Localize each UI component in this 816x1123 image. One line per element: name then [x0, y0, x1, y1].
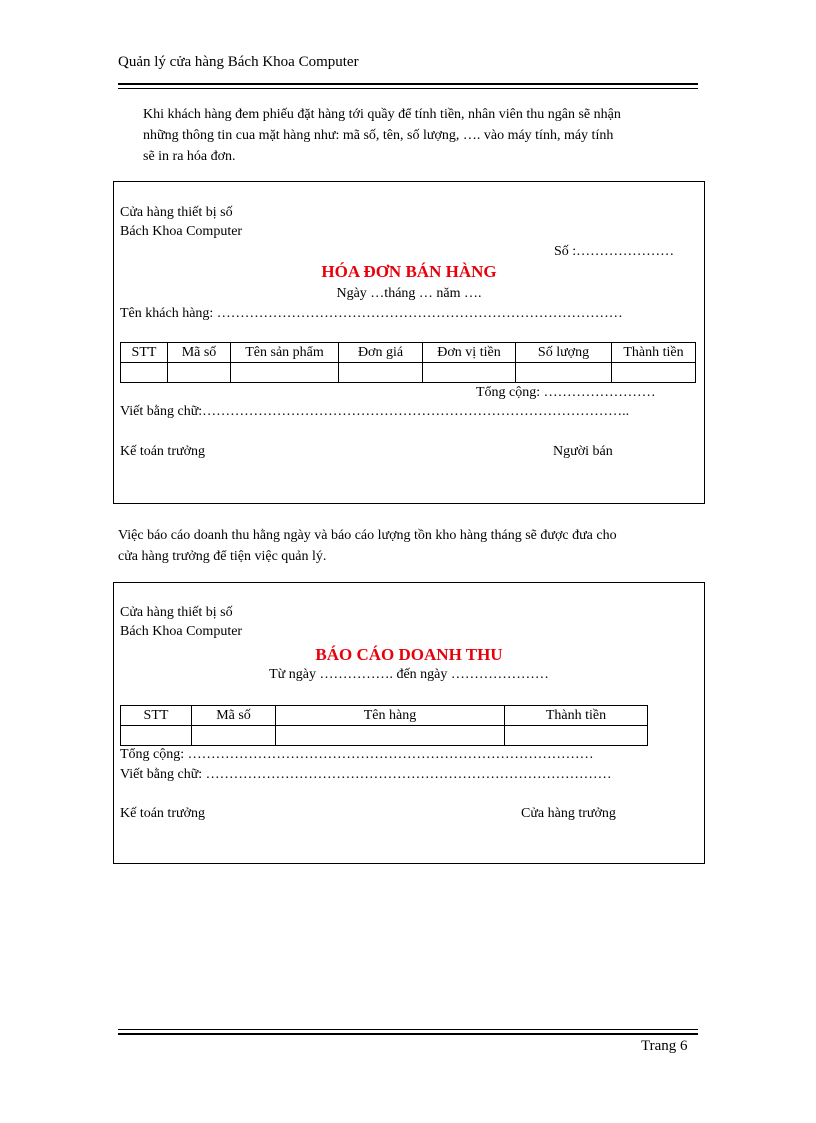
invoice-title: HÓA ĐƠN BÁN HÀNG: [321, 262, 497, 281]
invoice-store-brand: Bách Khoa Computer: [120, 224, 243, 239]
invoice-total: Tổng cộng: ……………………: [476, 385, 656, 400]
cell-empty: [516, 363, 612, 383]
col-stt: STT: [121, 343, 168, 363]
report-date-range: Từ ngày ……………. đến ngày …………………: [269, 667, 549, 682]
report-store-name: Cửa hàng thiết bị số: [120, 605, 233, 620]
invoice-date: Ngày …tháng … năm ….: [336, 286, 482, 301]
report-table-header: [121, 706, 648, 726]
report-table-row: [121, 726, 648, 746]
report-title: BÁO CÁO DOANH THU: [315, 645, 503, 664]
footer-rule: [118, 1033, 698, 1035]
invoice-table: [120, 342, 696, 383]
report-amount-in-words: Viết bằng chữ: ……………………………………………………………………………: [120, 767, 612, 782]
report-manager-signature: Cửa hàng trưởng: [521, 806, 616, 821]
cell-empty: [276, 726, 505, 746]
middle-line-2: cửa hàng trưởng để tiện việc quản lý.: [118, 549, 327, 564]
col-ten-hang: Tên hàng: [276, 706, 505, 726]
col-don-gia: Đơn giá: [339, 343, 423, 363]
intro-paragraph: [143, 104, 688, 167]
col-don-vi-tien: Đơn vị tiền: [423, 343, 516, 363]
cell-empty: [121, 363, 168, 383]
invoice-store-name: Cửa hàng thiết bị số: [120, 205, 233, 220]
invoice-customer-name: Tên khách hàng: ……………………………………………………………………………: [120, 306, 623, 321]
cell-empty: [505, 726, 648, 746]
intro-line-3: sẽ in ra hóa đơn.: [143, 149, 236, 164]
invoice-table-row: [121, 363, 696, 383]
invoice-amount-in-words: Viết bằng chữ:………………………………………………………………………………..: [120, 404, 630, 419]
report-store-brand: Bách Khoa Computer: [120, 624, 243, 639]
header-rule: [118, 83, 698, 85]
cell-empty: [339, 363, 423, 383]
page-number: Trang 6: [641, 1038, 688, 1054]
report-total: Tổng cộng: ……………………………………………………………………………: [120, 747, 594, 762]
invoice-table-header: [121, 343, 696, 363]
col-ma-so: Mã số: [192, 706, 276, 726]
cell-empty: [423, 363, 516, 383]
revenue-report-form: [113, 582, 705, 864]
invoice-number: Số :…………………: [554, 244, 675, 259]
page-header-title: Quản lý cửa hàng Bách Khoa Computer: [118, 54, 359, 70]
col-thanh-tien: Thành tiền: [612, 343, 696, 363]
cell-empty: [121, 726, 192, 746]
intro-line-1: Khi khách hàng đem phiếu đặt hàng tới quầy để tính tiền, nhân viên thu ngân sẽ nhận: [143, 107, 621, 122]
invoice-form: [113, 181, 705, 504]
intro-line-2: những thông tin cua mặt hàng như: mã số, tên, số lượng, …. vào máy tính, máy tính: [143, 128, 614, 143]
footer-rule-thin: [118, 1029, 698, 1030]
cell-empty: [231, 363, 339, 383]
cell-empty: [168, 363, 231, 383]
header-rule-thin: [118, 88, 698, 89]
invoice-accountant-signature: Kế toán trưởng: [120, 444, 205, 459]
col-stt: STT: [121, 706, 192, 726]
col-so-luong: Số lượng: [516, 343, 612, 363]
col-ten-san-pham: Tên sản phẩm: [231, 343, 339, 363]
cell-empty: [612, 363, 696, 383]
report-accountant-signature: Kế toán trưởng: [120, 806, 205, 821]
report-table: [120, 705, 648, 746]
col-ma-so: Mã số: [168, 343, 231, 363]
invoice-seller-signature: Người bán: [553, 444, 613, 459]
col-thanh-tien: Thành tiền: [505, 706, 648, 726]
middle-line-1: Việc báo cáo doanh thu hằng ngày và báo cáo lượng tồn kho hàng tháng sẽ được đưa cho: [118, 528, 617, 543]
middle-paragraph: [118, 525, 688, 567]
cell-empty: [192, 726, 276, 746]
